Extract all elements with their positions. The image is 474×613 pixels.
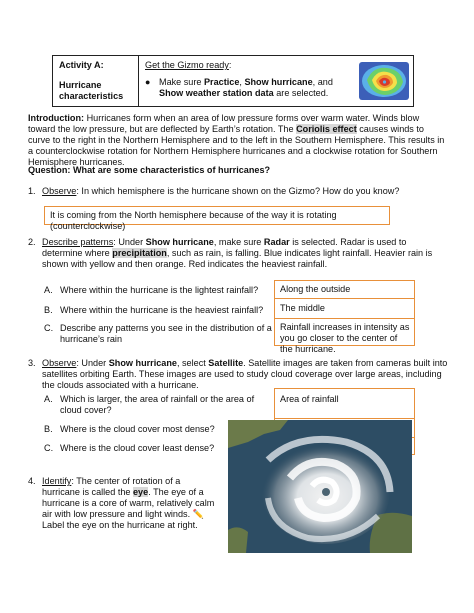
- question-4: 4. Identify: The center of rotation of a hurricane is called the eye. The eye of a hurricane is a core of warm, relatively calm air with low pressure and light winds. ✏️ Label the eye on the hurricane at right.: [28, 476, 218, 531]
- q2-answer-a[interactable]: Along the outside: [280, 284, 351, 294]
- gizmo-instruction: [145, 77, 351, 99]
- gizmo-ready-label: Get the Gizmo ready: [145, 60, 229, 70]
- table-divider: [138, 56, 139, 106]
- question-1: 1. Observe: In which hemisphere is the hurricane shown on the Gizmo? How do you know?: [28, 186, 400, 196]
- q3-item-a: A. Which is larger, the area of rainfall or the area of cloud cover?: [44, 394, 255, 415]
- gizmo-ready-cell: [145, 60, 351, 99]
- answer-divider: [275, 298, 414, 299]
- activity-topic: Hurricane characteristics: [59, 80, 124, 101]
- hurricane-satellite-image[interactable]: [228, 420, 412, 553]
- answer-divider: [275, 418, 414, 419]
- question-2: 2. Describe patterns: Under Show hurricane, make sure Radar is selected. Radar is used to determine where precipitation, such as rain, is falling. Blue indicates light rainfall. Heavier rain is shown with yellow and then orange. Red indicates the heaviest rainfall.: [28, 237, 448, 270]
- radar-thumbnail-image: [359, 62, 409, 100]
- q1-answer-text: It is coming from the North hemisphere because of the way it is rotating (counterclockwise): [50, 210, 337, 231]
- gizmo-ready-colon: :: [228, 60, 232, 70]
- question-4-text: Identify: The center of rotation of a hurricane is called the eye. The eye of a hurricane is a core of warm, relatively calm air with low pressure and light winds. ✏️ Label the eye on the hurricane at right.: [42, 476, 215, 530]
- question-2-text: Describe patterns: Under Show hurricane, make sure Radar is selected. Radar is used to determine where precipitation, such as rain, is falling. Blue indicates light rainfall. Heavier rain is shown with yellow and then orange. Red indicates the heaviest rainfall.: [42, 237, 433, 269]
- gizmo-instruction-text: Make sure Practice, Show hurricane, and Show weather station data are selected.: [159, 77, 333, 98]
- hurricane-eye[interactable]: [322, 488, 330, 496]
- introduction-label: Introduction:: [28, 113, 85, 123]
- q2-item-a: A. Where within the hurricane is the lightest rainfall?: [44, 285, 259, 295]
- eye-term: eye: [133, 487, 149, 497]
- activity-header-table: [52, 55, 414, 107]
- activity-label: Activity A:: [59, 60, 104, 70]
- q3-item-c: C. Where is the cloud cover least dense?: [44, 443, 215, 453]
- q2-answer-column: [274, 280, 415, 354]
- observe-label: Observe: [42, 186, 77, 196]
- q2-answer-b[interactable]: The middle: [280, 303, 325, 313]
- question-heading: Question: What are some characteristics of hurricanes?: [28, 165, 271, 175]
- precipitation-term: precipitation: [112, 248, 167, 258]
- bullet-icon: ●: [145, 77, 151, 87]
- answer-divider: [275, 318, 414, 319]
- q3-answer-a[interactable]: Area of rainfall: [280, 394, 339, 404]
- q2-item-b: B. Where within the hurricane is the heaviest rainfall?: [44, 305, 264, 315]
- question-3: 3. Observe: Under Show hurricane, select Satellite. Satellite images are taken from cameras built into satellites orbiting Earth. These images are used to study cloud coverage over large areas, including the clouds associated with a hurricane.: [28, 358, 448, 390]
- activity-title-cell: [59, 60, 135, 102]
- pencil-icon: ✏️: [192, 509, 204, 519]
- q2-item-c: C. Describe any patterns you see in the distribution of a hurricane’s rain: [44, 323, 272, 344]
- coriolis-effect-term: Coriolis effect: [296, 124, 357, 134]
- q3-item-b: B. Where is the cloud cover most dense?: [44, 424, 215, 434]
- gizmo-ready-heading: [145, 60, 231, 70]
- q2-answer-c[interactable]: Rainfall increases in intensity as you go closer to the center of the hurricane.: [280, 322, 410, 354]
- question-3-text: Observe: Under Show hurricane, select Satellite. Satellite images are taken from cameras built into satellites orbiting Earth. These images are used to study cloud coverage over large areas, including the clouds associated with a hurricane.: [42, 358, 448, 390]
- q1-answer-box[interactable]: [44, 206, 390, 231]
- introduction-paragraph: Introduction: Hurricanes form when an area of low pressure forms over warm water. Winds blow toward the low pressure, but are deflected by Earth’s rotation. The Coriolis effect causes winds to curve to the right in the Northern Hemisphere and to the left in the Southern Hemisphere. This results in a counterclockwise rotation for Northern Hemisphere hurricanes and a clockwise rotation for Southern Hemisphere hurricanes.: [28, 113, 445, 167]
